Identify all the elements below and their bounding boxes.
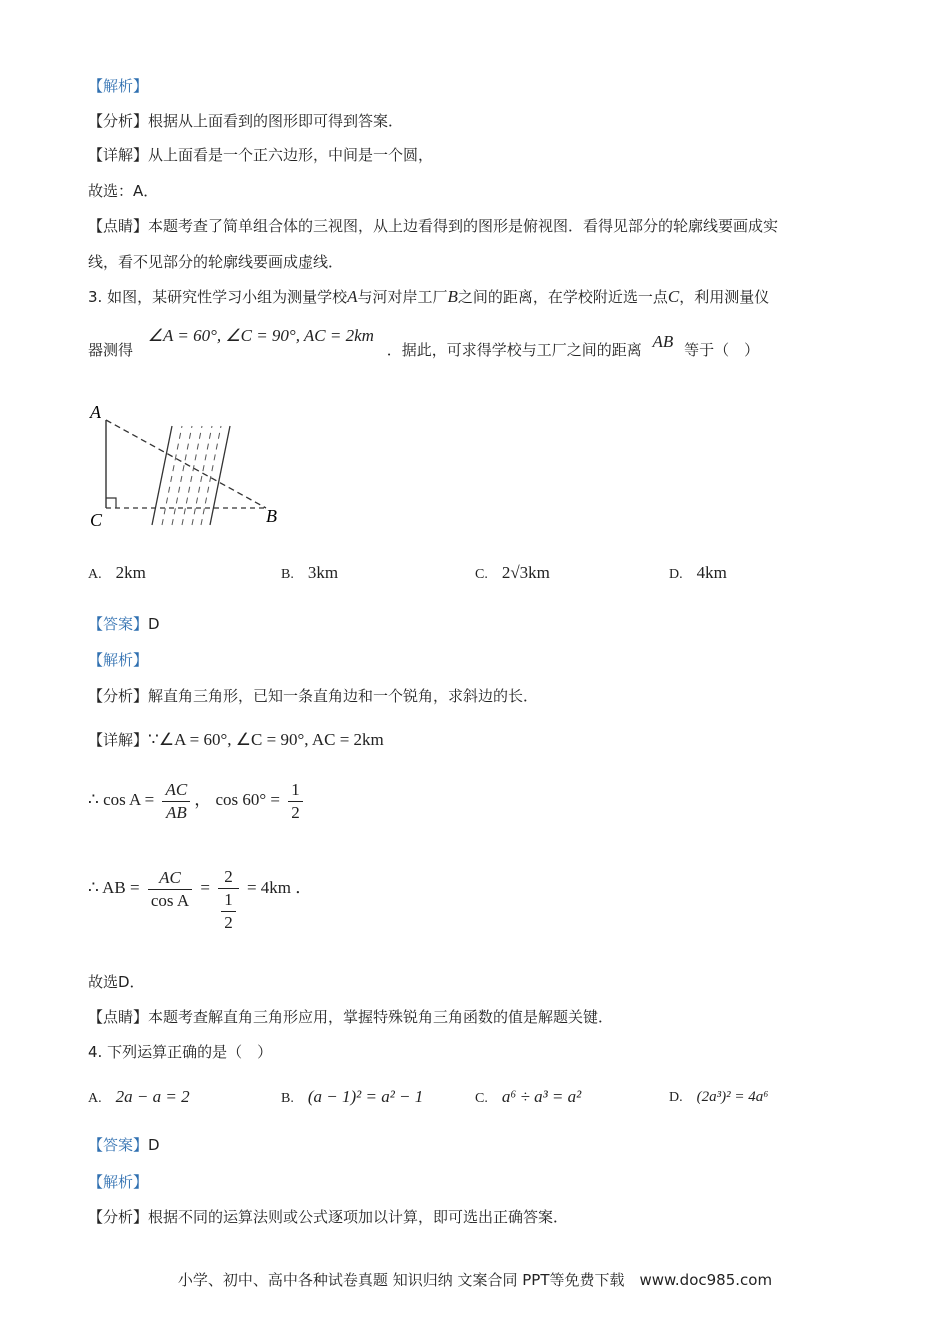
q2-jiexi-heading: 【解析】 <box>88 77 149 95</box>
q3-detail-given: 【详解】∵∠A = 60°, ∠C = 90°, AC = 2km <box>88 730 384 749</box>
q3-choice: 故选D． <box>88 973 145 991</box>
q3-option-c[interactable]: C. 2√3km <box>475 563 550 582</box>
q3-given: ∠A = 60°, ∠C = 90°, AC = 2km <box>147 326 374 345</box>
q2-detail: 【详解】从上面看是一个正六边形，中间是一个圆， <box>88 146 434 164</box>
figure-label-a: A <box>90 402 101 422</box>
q3-option-d[interactable]: D. 4km <box>669 563 727 582</box>
q3-jiexi-heading: 【解析】 <box>88 651 149 669</box>
q3-stem-line2: 器测得 ∠A = 60°, ∠C = 90°, AC = 2km ．据此，可求得学校与工厂之间的距离 AB 等于（ ） <box>88 326 760 359</box>
q4-option-b[interactable]: B. (a − 1)² = a² − 1 <box>281 1087 424 1106</box>
q4-answer: 【答案】D <box>88 1136 160 1154</box>
q3-option-b[interactable]: B. 3km <box>281 563 339 582</box>
q3-answer: 【答案】D <box>88 615 160 633</box>
figure-label-b: B <box>266 506 277 526</box>
q3-figure <box>88 400 288 535</box>
q2-comment-line2: 线，看不见部分的轮廓线要画成虚线． <box>88 253 344 271</box>
q4-option-d[interactable]: D. (2a³)² = 4a⁶ <box>669 1089 769 1105</box>
page-footer: 小学、初中、高中各种试卷真题 知识归纳 文案合同 PPT等免费下载 www.doc985.com <box>177 1271 773 1289</box>
q2-analysis: 【分析】根据从上面看到的图形即可得到答案． <box>88 112 404 130</box>
q3-analysis: 【分析】解直角三角形，已知一条直角边和一个锐角，求斜边的长． <box>88 687 539 705</box>
q4-option-c[interactable]: C. a⁶ ÷ a³ = a² <box>475 1087 582 1106</box>
q2-comment-line1: 【点睛】本题考查了简单组合体的三视图，从上边看得到的图形是俯视图．看得见部分的轮廓线要画成实 <box>88 217 779 235</box>
q3-ab-formula: ∴ AB = $\frac{AC}{\text{cos A}}$ = $\frac{2}{\frac{1}{2}}$ = 4km ． <box>88 866 313 932</box>
q3-comment: 【点睛】本题考查解直角三角形应用，掌握特殊锐角三角函数的值是解题关键． <box>88 1008 614 1026</box>
q3-option-a[interactable]: A. 2km <box>88 563 146 582</box>
q3-cos-formula: ∴ cos A = $\frac{AC}{AB}$ ， cos 60° = $\frac{1}{2}$ <box>88 778 307 824</box>
q4-stem: 4. 下列运算正确的是（ ） <box>88 1043 273 1061</box>
q4-analysis: 【分析】根据不同的运算法则或公式逐项加以计算，即可选出正确答案． <box>88 1208 569 1226</box>
q4-jiexi-heading: 【解析】 <box>88 1173 149 1191</box>
q4-option-a[interactable]: A. 2a − a = 2 <box>88 1087 190 1106</box>
figure-label-c: C <box>90 510 103 530</box>
q2-choice: 故选：A． <box>88 182 159 200</box>
q3-stem-line1: 3. 如图，某研究性学习小组为测量学校A与河对岸工厂B之间的距离，在学校附近选一点C，利用测量仪 <box>88 287 770 306</box>
